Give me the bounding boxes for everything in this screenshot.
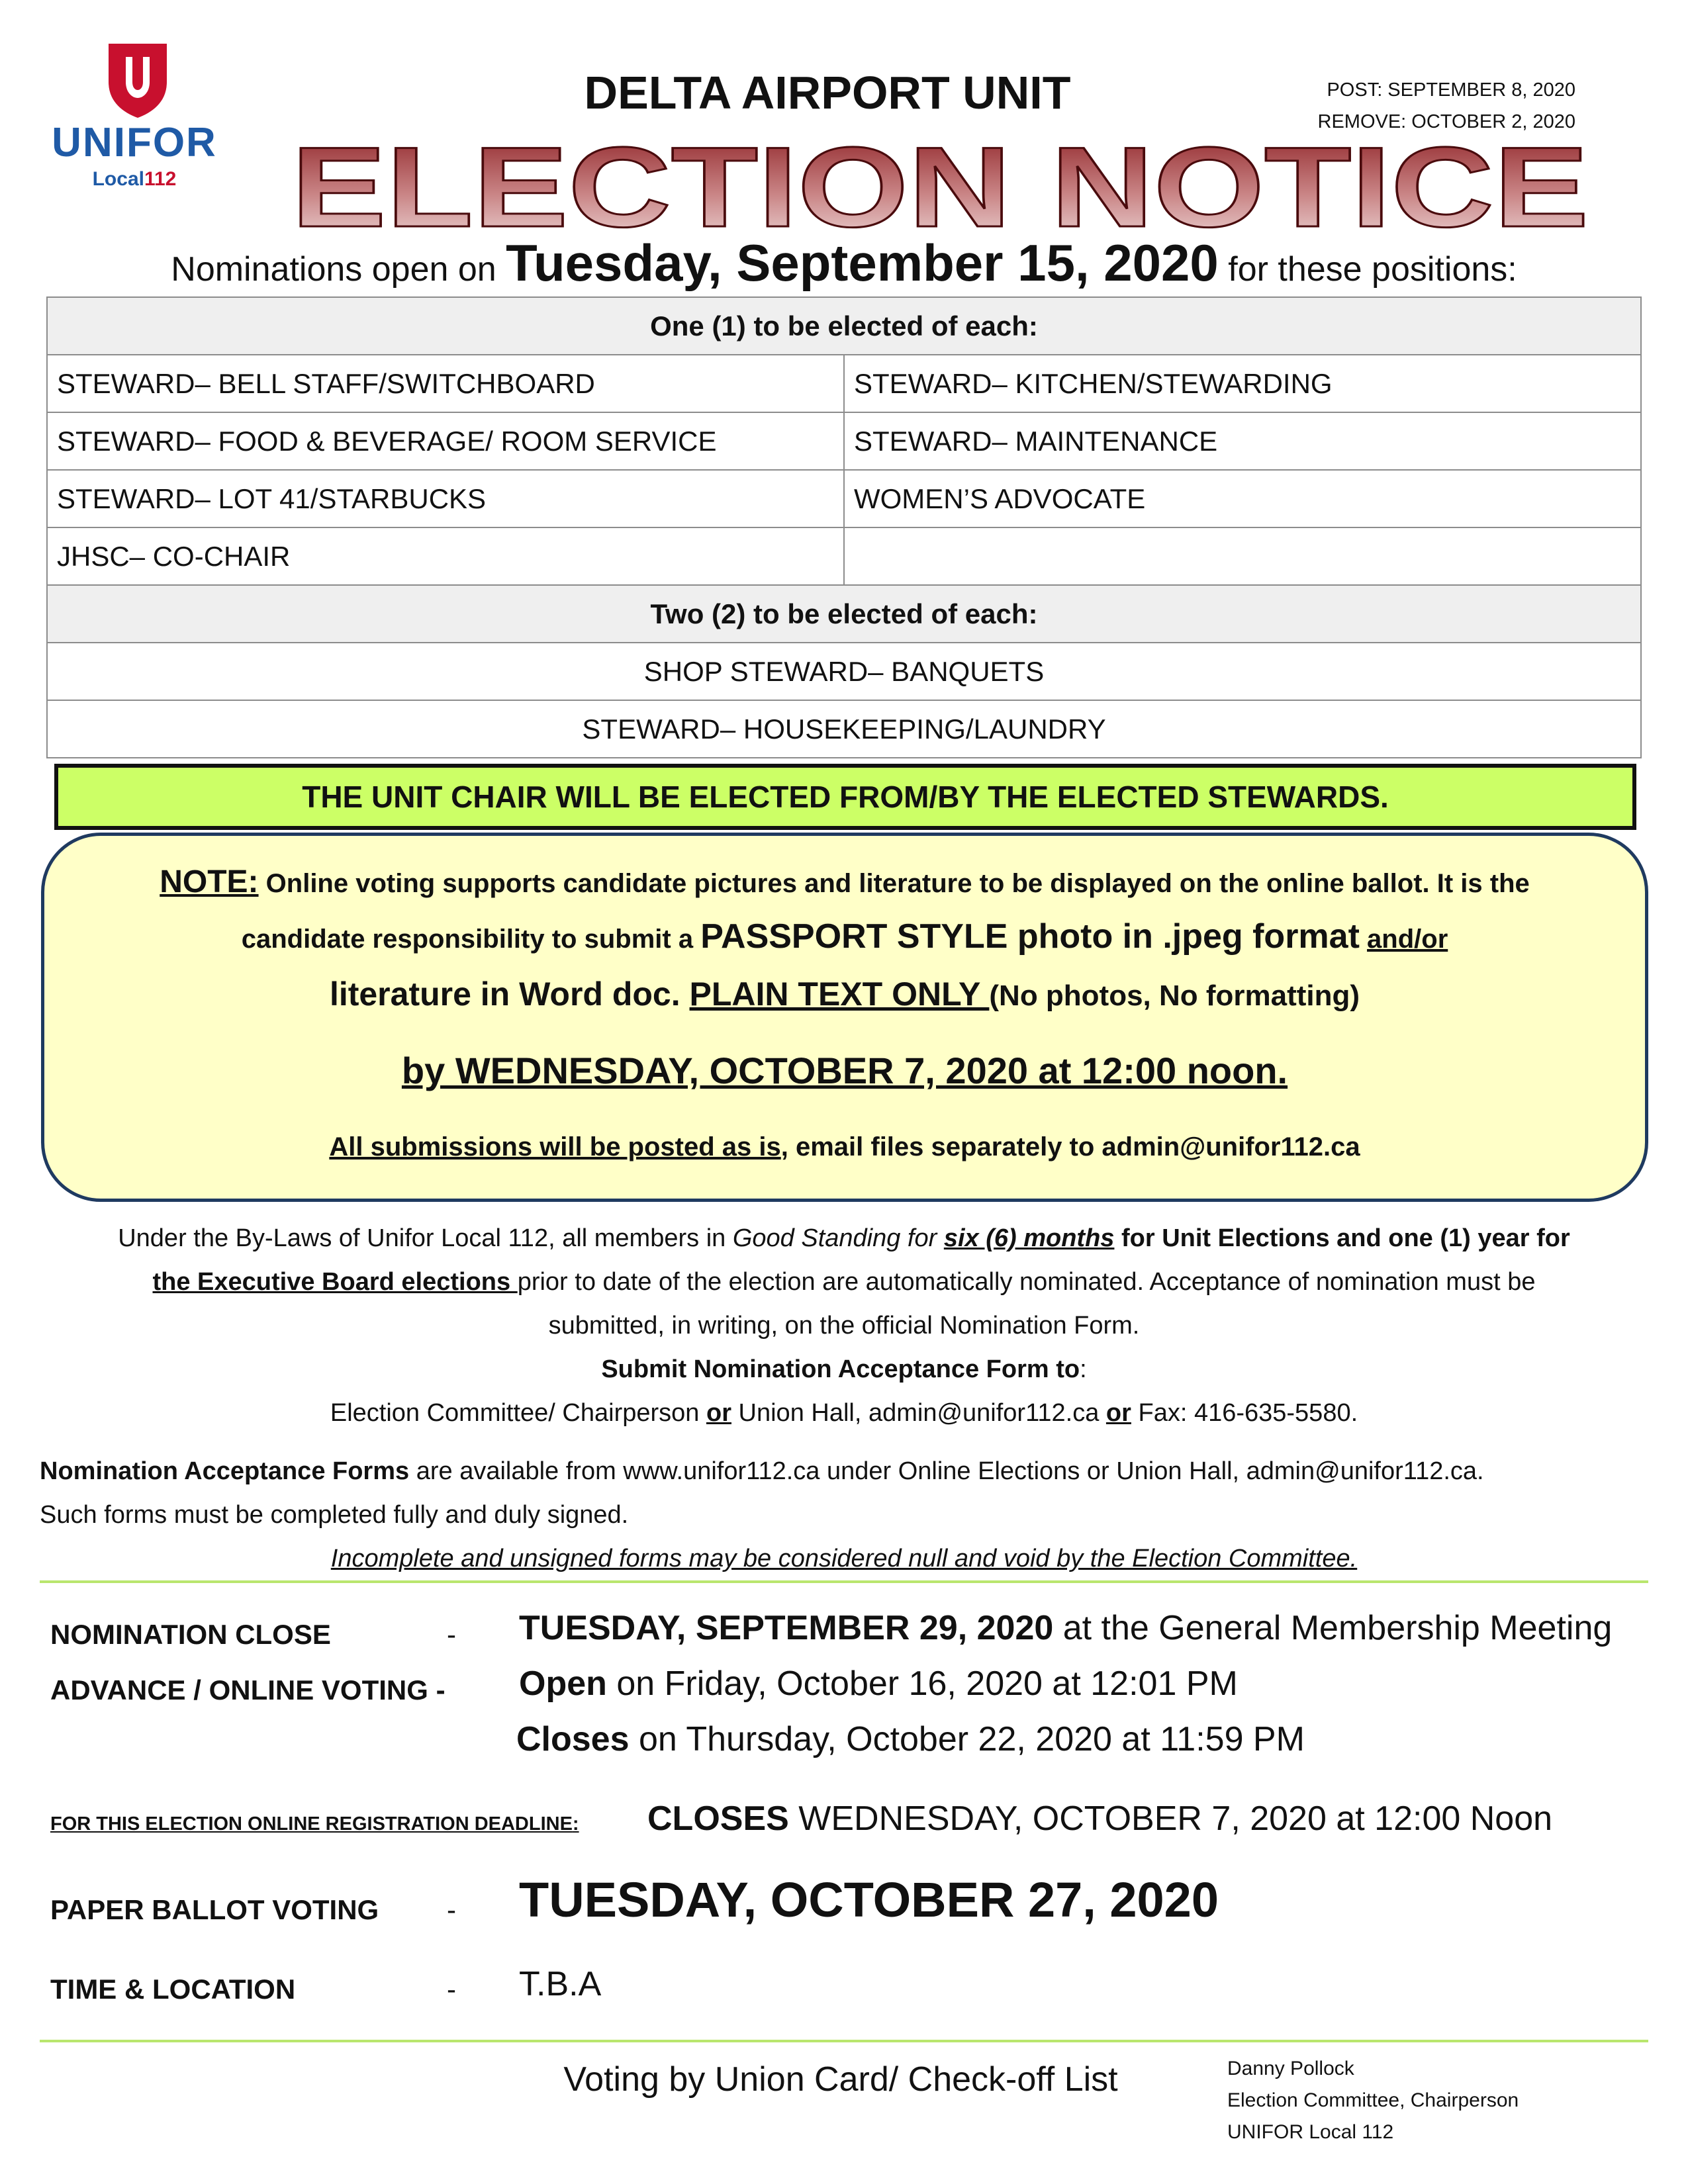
table-cell: STEWARD– FOOD & BEVERAGE/ ROOM SERVICE [47,412,844,470]
logo-wordmark: UNIFOR [52,120,217,165]
registration-deadline-value: CLOSES WEDNESDAY, OCTOBER 7, 2020 at 12:00 Noon [647,1799,1553,1838]
divider [40,2040,1648,2042]
unifor-logo [45,41,224,200]
positions-table [46,296,1642,758]
paper-ballot-label: PAPER BALLOT VOTING [50,1894,379,1925]
bylaws-line-2: the Executive Board elections prior to date of the election are automatically nominated. Acceptance of nomination must be [152,1268,1536,1296]
unifor-shield-icon [106,41,169,119]
table-cell: STEWARD– LOT 41/STARBUCKS [47,470,844,527]
bylaws-line-3: submitted, in writing, on the official Nomination Form. [548,1312,1140,1340]
election-notice-title [285,136,1595,236]
dash: - [447,1974,456,2005]
nominations-open-line [46,233,1642,293]
table-cell [844,527,1641,585]
note-line-1: NOTE: Online voting supports candidate pictures and literature to be displayed on the online ballot. It is the [160,864,1530,899]
dash: - [447,1894,456,1925]
logo-local: Local112 [92,168,177,190]
voting-method: Voting by Union Card/ Check-off List [563,2060,1118,2099]
submit-address: Election Committee/ Chairperson or Union Hall, admin@unifor112.ca or Fax: 416-635-5580. [330,1399,1358,1427]
note-lead: NOTE: [160,864,259,899]
nomination-close-value: TUESDAY, SEPTEMBER 29, 2020 at the General Membership Meeting [519,1609,1613,1647]
forms-section [40,1449,1648,1580]
bylaws-line-1: Under the By-Laws of Unifor Local 112, all members in Good Standing for six (6) months for Unit Elections and one (1) year for [118,1224,1570,1252]
note-line-3: literature in Word doc. PLAIN TEXT ONLY (No photos, No formatting) [329,976,1360,1013]
post-date: POST: SEPTEMBER 8, 2020 [1327,79,1575,101]
advance-voting-label: ADVANCE / ONLINE VOTING - [50,1674,445,1706]
post-dates [1244,74,1575,138]
online-voting-note [41,833,1648,1202]
table-cell: SHOP STEWARD– BANQUETS [47,643,1641,700]
divider [40,1580,1648,1583]
forms-warning: Incomplete and unsigned forms may be considered null and void by the Election Committee. [330,1545,1358,1572]
forms-line-1: Nomination Acceptance Forms are available from www.unifor112.ca under Online Elections or Union Hall, admin@unifor112.ca. [40,1457,1484,1485]
double-positions-heading: Two (2) to be elected of each: [47,585,1641,643]
signer-name: Danny Pollock [1227,2058,1354,2079]
table-cell: STEWARD– MAINTENANCE [844,412,1641,470]
signer-role: Election Committee, Chairperson [1227,2089,1519,2111]
signature-block [1227,2053,1519,2148]
unit-chair-banner: THE UNIT CHAIR WILL BE ELECTED FROM/BY THE ELECTED STEWARDS. [54,764,1636,830]
unit-title: DELTA AIRPORT UNIT [584,67,1071,118]
voting-open-value: Open on Friday, October 16, 2020 at 12:01 PM [519,1664,1238,1703]
table-cell: JHSC– CO-CHAIR [47,527,844,585]
table-cell: STEWARD– HOUSEKEEPING/LAUNDRY [47,700,1641,758]
voting-closes-value: Closes on Thursday, October 22, 2020 at 11:59 PM [516,1720,1305,1758]
dash: - [447,1619,456,1650]
note-line-5: All submissions will be posted as is, email files separately to admin@unifor112.ca [329,1132,1360,1161]
registration-deadline-label: FOR THIS ELECTION ONLINE REGISTRATION DEADLINE: [50,1813,579,1835]
svg-text:ELECTION NOTICE: ELECTION NOTICE [291,136,1589,236]
nomination-close-label: NOMINATION CLOSE [50,1619,331,1650]
table-cell: WOMEN’S ADVOCATE [844,470,1641,527]
nominations-prefix: Nominations open on [171,250,496,289]
remove-date: REMOVE: OCTOBER 2, 2020 [1317,111,1575,132]
nominations-suffix: for these positions: [1228,250,1517,289]
time-location-value: T.B.A [519,1965,602,2003]
table-cell: STEWARD– KITCHEN/STEWARDING [844,355,1641,412]
submit-heading: Submit Nomination Acceptance Form to: [601,1355,1087,1383]
single-positions-heading: One (1) to be elected of each: [47,297,1641,355]
paper-ballot-date: TUESDAY, OCTOBER 27, 2020 [519,1872,1219,1927]
note-deadline: by WEDNESDAY, OCTOBER 7, 2020 at 12:00 noon. [401,1050,1288,1091]
signer-org: UNIFOR Local 112 [1227,2121,1394,2143]
forms-line-2: Such forms must be completed fully and duly signed. [40,1501,629,1529]
table-cell: STEWARD– BELL STAFF/SWITCHBOARD [47,355,844,412]
time-location-label: TIME & LOCATION [50,1974,296,2005]
nominations-date: Tuesday, September 15, 2020 [506,234,1219,292]
note-line-2: candidate responsibility to submit a PASSPORT STYLE photo in .jpeg format and/or [241,917,1448,956]
bylaws-section [46,1216,1642,1435]
